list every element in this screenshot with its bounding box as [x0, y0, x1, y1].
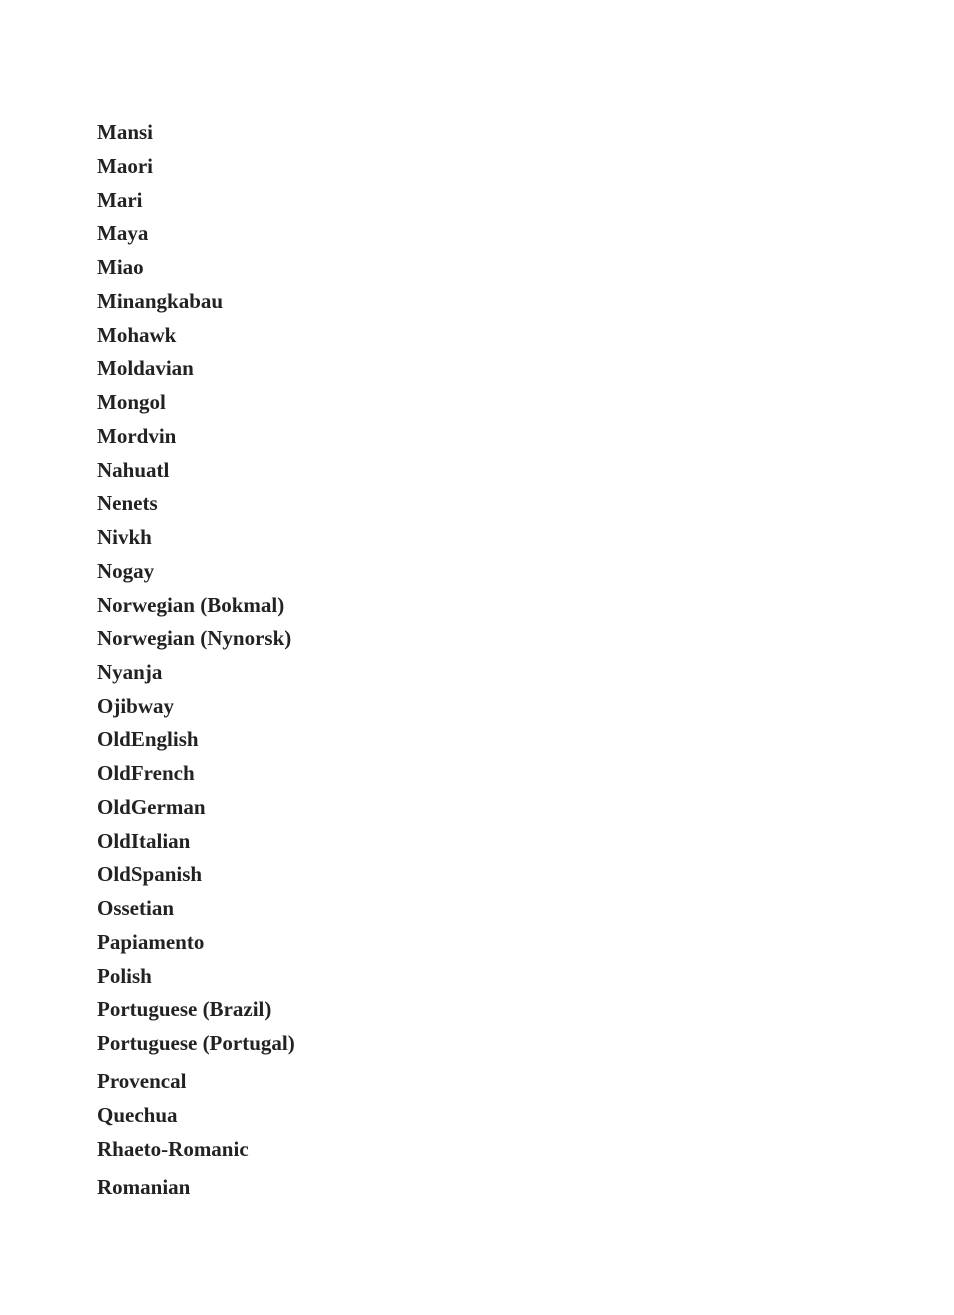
language-item: Portuguese (Portugal): [97, 1031, 295, 1055]
language-item: Minangkabau: [97, 289, 224, 313]
language-item: Norwegian (Bokmal): [97, 593, 285, 617]
language-item: Romanian: [97, 1175, 191, 1199]
language-item: Papiamento: [97, 930, 205, 954]
language-item: Nenets: [97, 491, 158, 515]
language-item: Mansi: [97, 120, 154, 144]
language-item: Miao: [97, 255, 144, 279]
language-item: Nahuatl: [97, 458, 170, 482]
language-item: Portuguese (Brazil): [97, 997, 272, 1021]
language-item: Ossetian: [97, 896, 175, 920]
language-item: Provencal: [97, 1069, 187, 1093]
language-item: Nogay: [97, 559, 155, 583]
language-item: OldGerman: [97, 795, 206, 819]
language-item: Quechua: [97, 1103, 178, 1127]
language-item: Maori: [97, 154, 153, 178]
language-item: OldItalian: [97, 829, 191, 853]
language-item: OldSpanish: [97, 862, 203, 886]
language-item: Nyanja: [97, 660, 163, 684]
language-item: Maya: [97, 221, 149, 245]
language-item: OldFrench: [97, 761, 195, 785]
language-item: Moldavian: [97, 356, 194, 380]
language-item: Norwegian (Nynorsk): [97, 626, 292, 650]
language-item: Polish: [97, 964, 152, 988]
language-item: OldEnglish: [97, 727, 199, 751]
language-item: Ojibway: [97, 694, 175, 718]
language-item: Mari: [97, 188, 143, 212]
language-item: Nivkh: [97, 525, 152, 549]
language-item: Rhaeto-Romanic: [97, 1137, 249, 1161]
language-item: Mongol: [97, 390, 166, 414]
language-item: Mordvin: [97, 424, 177, 448]
language-item: Mohawk: [97, 323, 177, 347]
